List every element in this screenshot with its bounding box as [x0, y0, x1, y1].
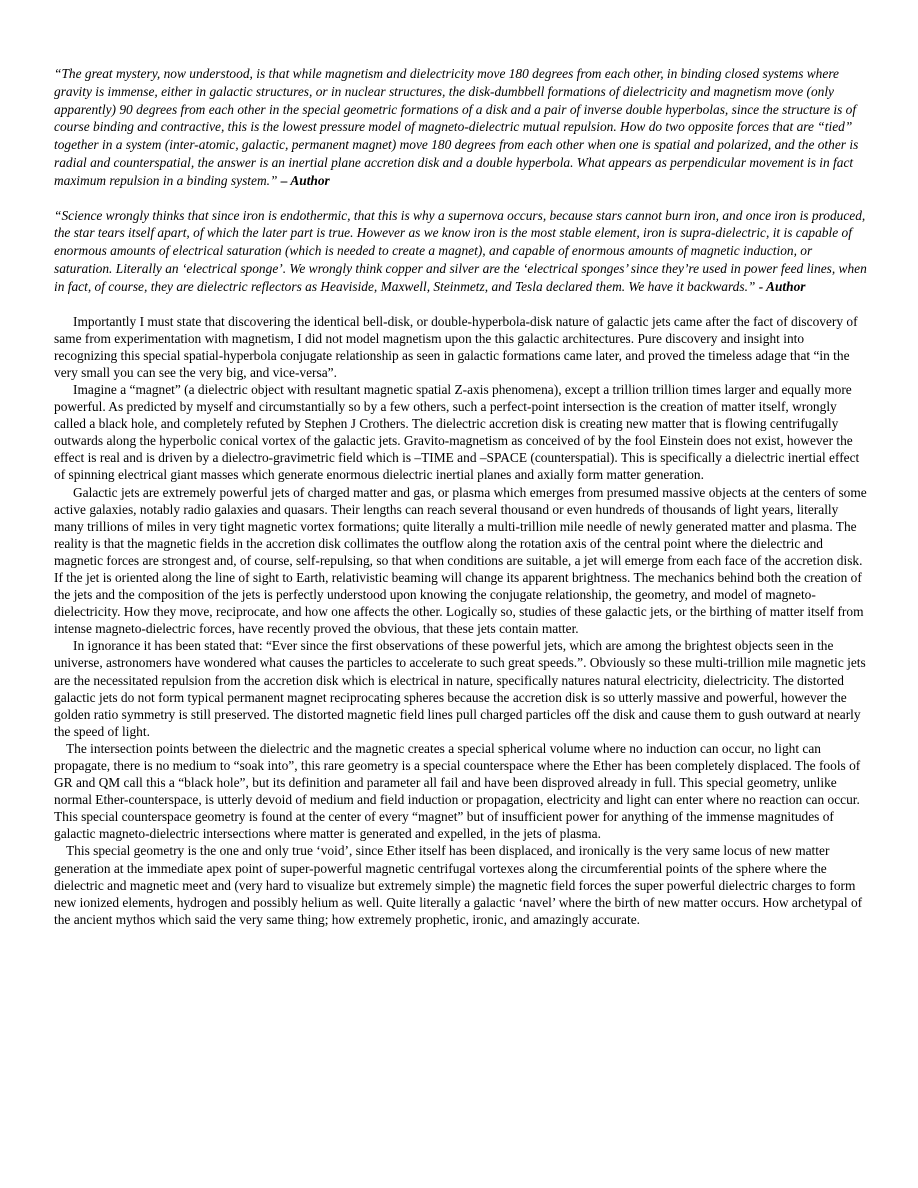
epigraph-quote-1 — [54, 65, 868, 190]
epigraph-quote-2 — [54, 207, 868, 296]
body-paragraph-1: Importantly I must state that discovering the identical bell-disk, or double-hyperbola-disk nature of galactic jets came after the fact of discovery of same from experimentation with magnetism, I did not model magnetism upon the this galactic architectures. Pure discovery and insight into recognizing this special spatial-hyperbola conjugate relationship as seen in galactic formations came later, and proved the timeless adage that “in the very small you can see the very big, and vice-versa”. — [54, 313, 858, 380]
quote-text: “Science wrongly thinks that since iron is endothermic, that this is why a supernova occurs, because stars cannot burn iron, and once iron is produced, the star tears itself apart, of which the later part is true. However as we know iron is the most stable element, iron is supra-dielectric, it is capable of enormous amounts of electrical saturation (which is needed to create a magnet), and capable of enormous amounts of magnetic induction, or saturation. Literally an ‘electrical sponge’. We wrongly think copper and silver are the ‘electrical sponges’ since they’re used in power feed lines, when in fact, of course, they are dielectric reflectors as Heaviside, Maxwell, Steinmetz, and Tesla declared them. We have it backwards.” — [54, 207, 867, 294]
body-paragraph-5: The intersection points between the dielectric and the magnetic creates a special spherical volume where no induction can occur, no light can propagate, there is no medium to “soak into”, this rare geometry is a special counterspace where the Ether has been completely displaced. The fools of GR and QM call this a “black hole”, but its definition and parameter all fail and have been disproved already in full. This special geometry, unlike normal Ether-counterspace, is utterly devoid of medium and field induction or propagation, electricity and light can enter where no reaction can occur. This special counterspace geometry is found at the center of every “magnet” but of insufficient power for anything of the immense magnitudes of galactic magneto-dielectric intersections where matter is generated and expelled, in the jets of plasma. — [54, 740, 861, 842]
body-paragraph-3: Galactic jets are extremely powerful jets of charged matter and gas, or plasma which emerges from presumed massive objects at the centers of some active galaxies, notably radio galaxies and quasars. Their lengths can reach several thousand or even hundreds of thousands of light years, literally many trillions of miles in very tight magnetic vortex formations; quite literally a multi-trillion mile needle of newly generated matter and plasma. The reality is that the magnetic fields in the accretion disk collimates the outflow along the rotation axis of the central point where the dielectric and magnetic forces are strongest and, of course, self-repulsing, so that when conditions are suitable, a jet will emerge from each face of the accretion disk. If the jet is oriented along the line of sight to Earth, relativistic beaming will change its apparent brightness. The mechanics behind both the creation of the jets and the composition of the jets is perfectly understood upon knowing the conjugate relationship, the geometry, and model of magneto-dielectricity. How they move, reciprocate, and how one affects the other. Logically so, studies of these galactic jets, or the birthing of matter itself from intense magneto-dielectric forces, have recently proved the obvious, that these jets contain matter. — [54, 484, 867, 637]
quote-attribution: – Author — [277, 172, 330, 188]
quote-text: “The great mystery, now understood, is that while magnetism and dielectricity move 180 degrees from each other, in binding closed systems where gravity is immense, either in galactic structures, or in nuclear structures, the disk-dumbbell formations of dielectricity and magnetism move (only apparently) 90 degrees from each other in the special geometric formations of a disk and a pair of inverse double hyperbolas, since the structure is of course binding and contractive, this is the lowest pressure model of magneto-dielectric mutual repulsion. How do two opposite forces that are “tied” together in a system (inter-atomic, galactic, permanent magnet) move 180 degrees from each other when one is spatial and polarized, and the other is radial and counterspatial, the answer is an inertial plane accretion disk and a double hyperbola. What appears as perpendicular movement is in fact maximum repulsion in a binding system.” — [54, 66, 859, 188]
body-paragraph-2: Imagine a “magnet” (a dielectric object with resultant magnetic spatial Z-axis phenomena), except a trillion trillion times larger and equally more powerful. As predicted by myself and circumstantially so by a few others, such a perfect-point intersection is the creation of matter itself, wrongly called a black hole, and completely refuted by Stephen J Crothers. The dielectric accretion disk is creating new matter that is flowing centrifugally outwards along the hyperbolic conical vortex of the galactic jets. Gravito-magnetism as conceived of by the fool Einstein does not exist, however the effect is real and is driven by a dielectro-gravimetric field which is –TIME and –SPACE (counterspatial). This is specifically a dielectric inertial effect of spinning electrical giant masses which generate enormous dielectric inertial planes and axially form matter generation. — [54, 381, 860, 483]
body-paragraph-6: This special geometry is the one and only true ‘void’, since Ether itself has been displaced, and ironically is the very same locus of new matter generation at the immediate apex point of super-powerful magnetic centrifugal vortexes along the circumferential points of the sphere where the dielectric and magnetic meet and (very hard to visualize but extremely simple) the magnetic field forces the super powerful dielectric charges to form new ionized elements, hydrogen and possibly helium as well. Quite literally a galactic ‘navel’ where the birth of new matter occurs. How archetypal of the ancient mythos which said the very same thing; how extremely prophetic, ironic, and amazingly accurate. — [54, 843, 863, 927]
body-paragraph-4: In ignorance it has been stated that: “Ever since the first observations of these powerful jets, which are among the brightest objects seen in the universe, astronomers have wondered what causes the particles to accelerate to such great speeds.”. Obviously so these multi-trillion mile magnetic jets are the necessitated repulsion from the accretion disk which is electrical in nature, specifically natures natural electricity, dielectricity. The distorted galactic jets do not form typical permanent magnet reciprocating spheres because the accretion disk is so utterly massive and powerful, however the golden ratio symmetry is still preserved. The distorted magnetic field lines pull charged particles off the disk and cause them to gush outward at nearly the speed of light. — [54, 638, 866, 739]
quote-attribution: - Author — [755, 278, 806, 294]
